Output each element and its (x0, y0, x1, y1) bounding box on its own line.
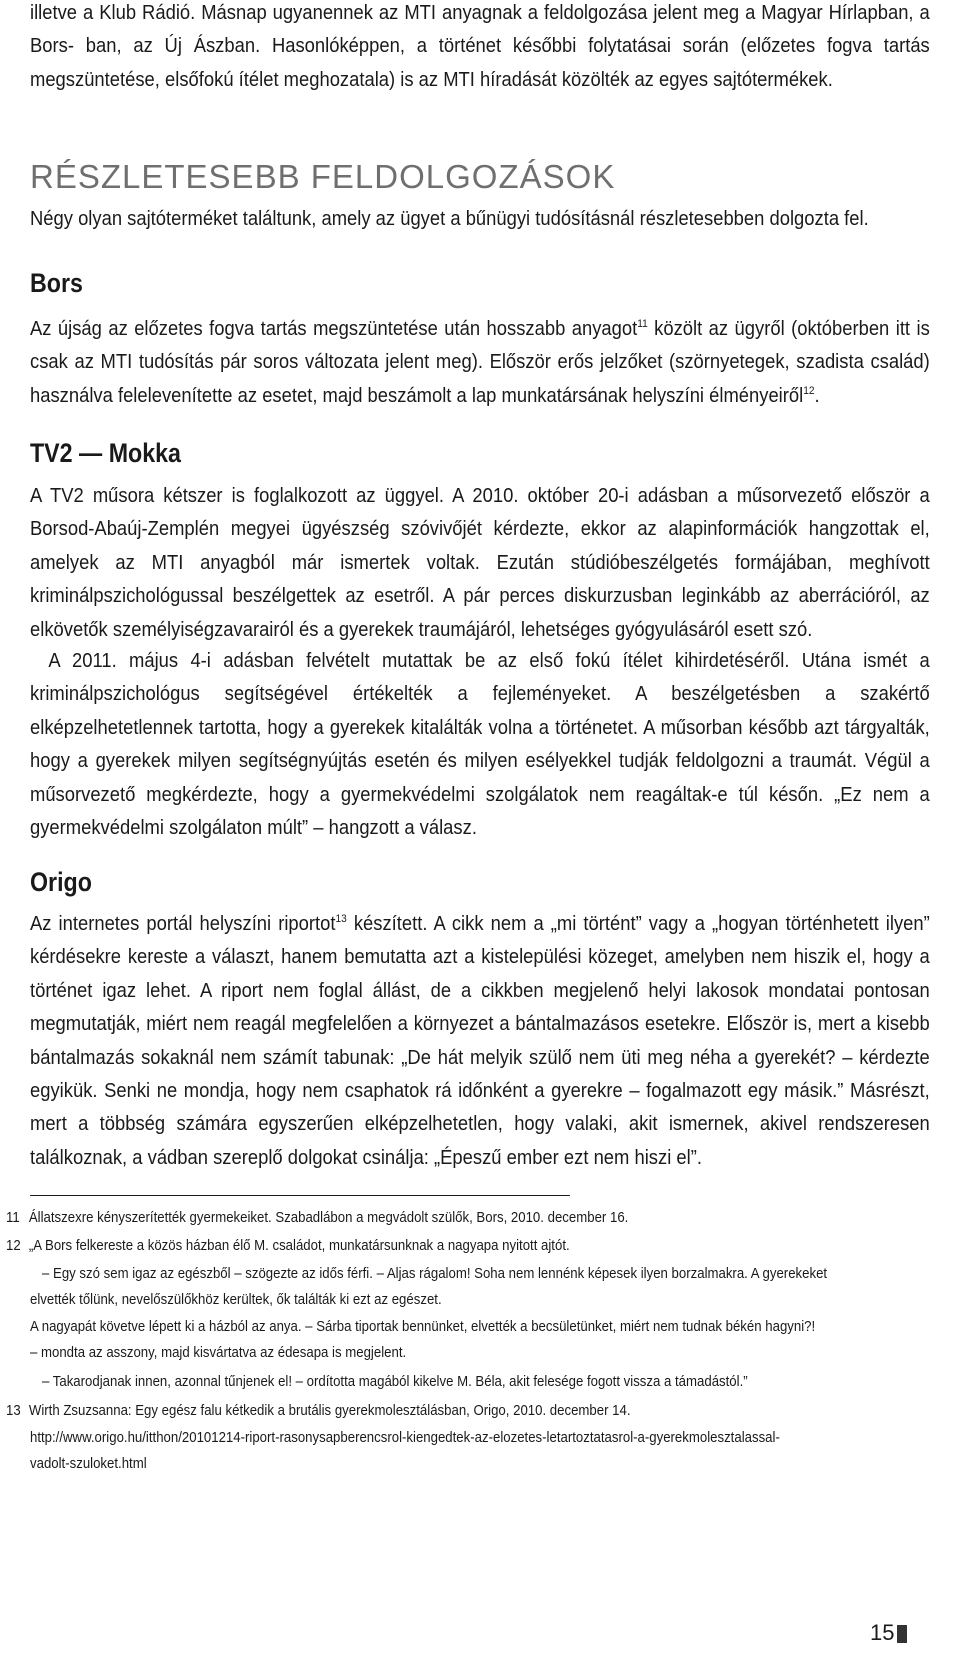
section-title: RÉSZLETESEBB FELDOLGOZÁSOK (30, 158, 616, 195)
bors-text: . (814, 384, 820, 407)
intro-line: illetve a Klub Rádió. Másnap ugyanennek az MTI anyagnak a feldolgozása jelent meg a Magyar Hírlapban, a Bors- (30, 2, 930, 58)
footnote-12-line: A nagyapát követve lépett ki a házból az anya. – Sárba tiportak bennünket, elvették a becsületünket, miért nem tudnak békén hagyni?! (30, 1318, 816, 1335)
footnote-13-url[interactable]: vadolt-szuloket.html (30, 1455, 147, 1472)
page-marker (897, 1625, 907, 1643)
origo-text: készített. A cikk nem a „mi történt” vagy a „hogyan történhetett ilyen” kérdésekre kereste a választ, hanem bemutatta azt a kistelepülési közeget, amelyben nem hiszik el, hogy a történet igaz lehet. A riport nem foglal állást, de a cikkben megjelenő helyi lakosok mondatai pontosan megmutatják, miért nem reagál megfelelően a környezet a bántalmazásos esetekre. Először is, mert a kisebb bántalmazás sokaknál nem számít tabunak: „De hát melyik szülő nem üti meg néha a gyerekét? – kérdezte egyikük. Senki ne mondja, hogy nem csaphatok rá időnként a gyerekre – fogalmazott egy másik.” Másrészt, mert a többség számára egyszerűen elképzelhetetlen, hogy valaki, akit ismernek, akivel rendszeresen találkoznak, a vádban szereplő dolgokat csinálja: „Épeszű ember ezt nem hiszi el”. (30, 913, 930, 1169)
footnote-divider (30, 1195, 570, 1196)
intro-line: elsőfokú ítélet meghozatala) is az MTI híradását közölték az egyes sajtótermékek. (165, 68, 833, 91)
footnote-12-line: – mondta az asszony, majd kisvártatva az édesapa is megjelent. (30, 1344, 407, 1361)
tv2-paragraph-2: A 2011. május 4-i adásban felvételt mutattak be az első fokú ítélet kihirdetéséről. Utána ismét a kriminálpszichológus segítségével értékelték a fejleményeket. A beszélgetésben a szakértő elképzelhetetlennek tartotta, hogy a gyerekek kitalálták volna a történetet. A műsorban később azt tárgyalták, hogy a gyerekek milyen segítségnyújtás esetén és milyen esélyekkel tudják feldolgozni a traumát. Végül a műsorvezető megkérdezte, hogy a gyermekvédelmi szolgálatok nem reagáltak-e túl későn. „Ez nem a gyermekvédelmi szolgálaton múlt” – hangzott a válasz. (30, 650, 930, 840)
footnote-text: Wirth Zsuzsanna: Egy egész falu kétkedik a brutális gyerekmolesztálásban, Origo, 2010. december 14. (28, 1402, 631, 1419)
heading-origo: Origo (30, 867, 92, 897)
footnote-13-url[interactable]: http://www.origo.hu/itthon/20101214-riport-rasonysapberencsrol-kiengedtek-az-elozetes-letartoztatasrol-a-gyerekmolesztalassal- (30, 1429, 780, 1446)
footnote-12-line: – Egy szó sem igaz az egészből – szögezte az idős férfi. – Aljas rágalom! Soha nem lennénk képesek ilyen borzalmakra. A gyerekeket (42, 1265, 828, 1282)
page-number: 15 (870, 1620, 895, 1645)
origo-paragraph (30, 908, 930, 1175)
heading-bors: Bors (30, 268, 83, 298)
intro-paragraph (30, 0, 930, 97)
footnote-12 (6, 1233, 570, 1259)
bors-text: Az újság az előzetes fogva tartás megszüntetése után hosszabb anyagot (30, 318, 638, 340)
footnote-number: 13 (6, 1402, 21, 1419)
footnote-ref-11[interactable]: 11 (637, 318, 648, 330)
footnote-12-line: – Takarodjanak innen, azonnal tűnjenek el! – ordította magából kikelve M. Béla, akit felesége fogott vissza a támadástól.” (42, 1373, 748, 1390)
intro-line: ban, az Új Ászban. Hasonlóképpen, a történet későbbi folytatásai során (előzetes fogva tartás megszüntetése, (30, 35, 930, 91)
footnote-11 (6, 1205, 628, 1231)
footnote-13 (6, 1398, 631, 1424)
footnote-number: 11 (6, 1209, 20, 1226)
footnote-12-line: elvették tőlünk, nevelőszülőkhöz kerültek, ők találták ki ezt az egészet. (30, 1291, 442, 1308)
footnote-ref-13[interactable]: 13 (335, 913, 347, 925)
section-intro: Négy olyan sajtóterméket találtunk, amely az ügyet a bűnügyi tudósításnál részletesebben dolgozta fel. (30, 208, 869, 230)
tv2-paragraph-1: A TV2 műsora kétszer is foglalkozott az üggyel. A 2010. október 20-i adásban a műsorvezető először a Borsod-Abaúj-Zemplén megyei ügyészség szóvivőjét kérdezte, ekkor az alapinformációk hangzottak el, amelyek az MTI anyagból már ismertek voltak. Ezután stúdióbeszélgetés formájában, meghívott kriminálpszichológussal beszélgettek az esetről. A pár perces diskurzusban leginkább az aberrációról, az elkövetők személyiségzavarairól és a gyerekek traumájáról, lehetséges gyógyulásáról esett szó. (30, 485, 930, 641)
footnote-ref-12[interactable]: 12 (803, 384, 815, 397)
footnote-number: 12 (6, 1237, 21, 1254)
footnote-text: Állatszexre kényszerítették gyermekeiket. Szabadlábon a megvádolt szülők, Bors, 2010. december 16. (28, 1209, 629, 1226)
footnote-text: „A Bors felkereste a közös házban élő M. családot, munkatársunknak a nagyapa nyitott ajtót. (28, 1237, 570, 1254)
heading-tv2-mokka: TV2 — Mokka (30, 438, 181, 468)
bors-paragraph (30, 313, 930, 413)
bors-text: közölt az ügyről (októberben itt is csak az MTI tudósítás pár soros változata jelent meg). Először erős jelzőket (szörnyetegek, szadista család) használva felelevenítette az esetet, majd beszámolt a lap munkatársának helyszíni élményeiről (30, 318, 930, 407)
origo-text: Az internetes portál helyszíni riportot (30, 913, 336, 935)
